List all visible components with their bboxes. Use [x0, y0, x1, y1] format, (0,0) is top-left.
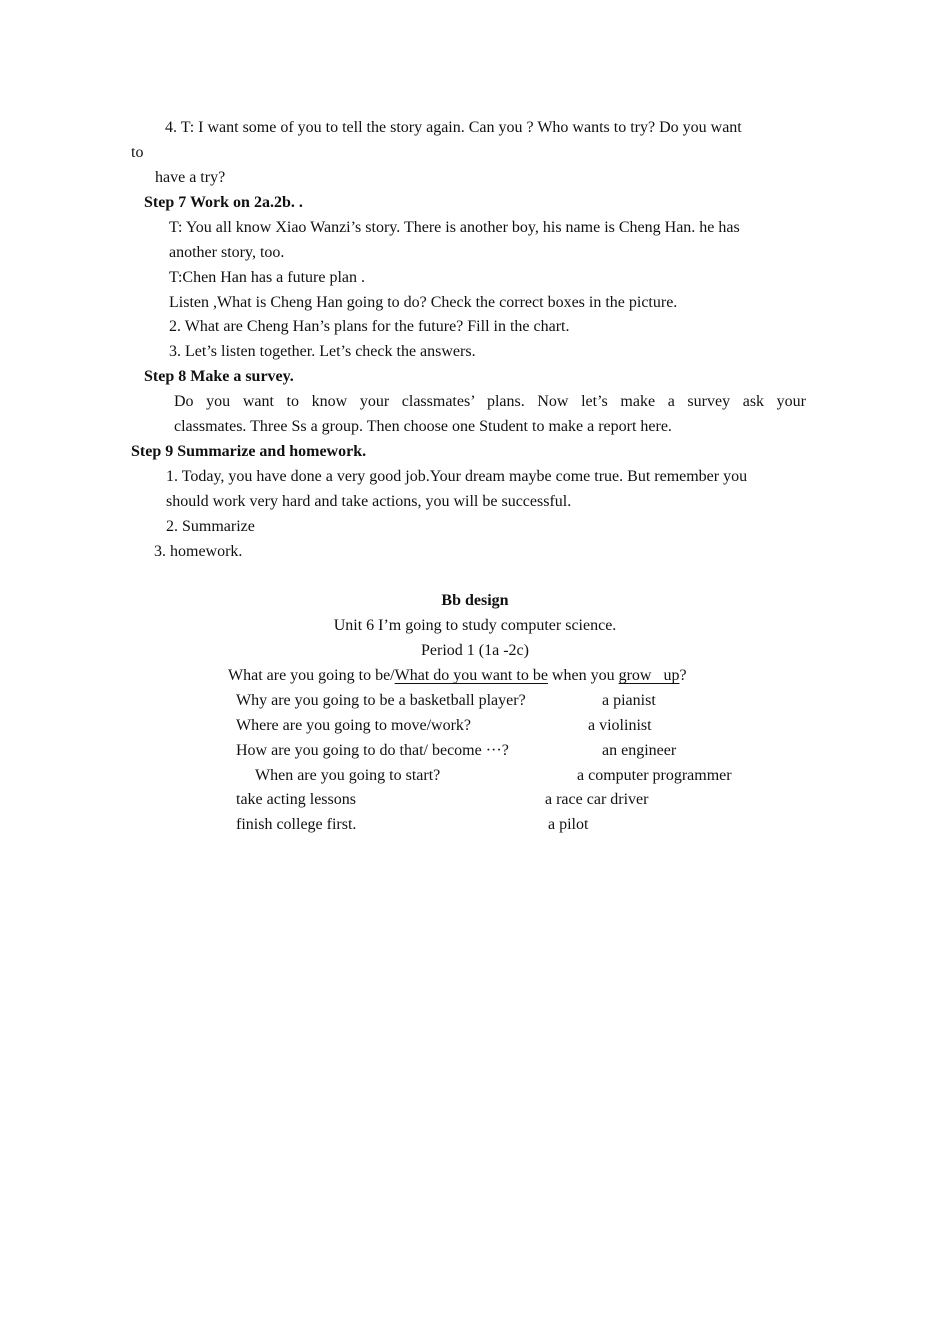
step9-heading: Step 9 Summarize and homework. — [131, 443, 367, 460]
board-right-item: a pilot — [548, 816, 589, 833]
step8-line2: classmates. Three Ss a group. Then choose one Student to make a report here. — [174, 418, 672, 435]
step7-line1: T: You all know Xiao Wanzi’s story. There is another boy, his name is Cheng Han. he has — [169, 219, 740, 236]
question-underlined-phrase: What do you want to be — [394, 667, 548, 684]
board-left-item: How are you going to do that/ become ···? — [236, 742, 509, 759]
step9-line4: 3. homework. — [154, 543, 243, 560]
board-right-item: a race car driver — [545, 791, 649, 808]
step8-line1: Do you want to know your classmates’ plans. Now let’s make a survey ask your — [174, 393, 806, 410]
board-right-item: a pianist — [602, 692, 656, 709]
question-part3: when you — [547, 667, 619, 684]
step9-line2: should work very hard and take actions, you will be successful. — [166, 493, 572, 510]
period-label: Period 1 (1a -2c) — [421, 642, 529, 659]
step7-line4: Listen ,What is Cheng Han going to do? Check the correct boxes in the picture. — [169, 294, 678, 311]
step9-line3: 2. Summarize — [166, 518, 255, 535]
item4-line1: 4. T: I want some of you to tell the story again. Can you ? Who wants to try? Do you want — [165, 119, 742, 136]
step9-line1: 1. Today, you have done a very good job.Your dream maybe come true. But remember you — [166, 468, 748, 485]
board-left-item: finish college first. — [236, 816, 357, 833]
question-part5: ? — [679, 667, 687, 684]
step7-line3: T:Chen Han has a future plan . — [169, 269, 366, 286]
board-left-item: Where are you going to move/work? — [236, 717, 472, 734]
question-underlined-grow-up: grow up — [618, 667, 680, 684]
board-left-item: Why are you going to be a basketball player? — [236, 692, 526, 709]
board-left-item: When are you going to start? — [255, 767, 441, 784]
step7-line2: another story, too. — [169, 244, 285, 261]
step7-heading: Step 7 Work on 2a.2b. . — [144, 194, 303, 211]
question-part1: What are you going to be/ — [228, 667, 395, 684]
item4-line3: have a try? — [155, 169, 226, 186]
step7-line6: 3. Let’s listen together. Let’s check the answers. — [169, 343, 476, 360]
step7-line5: 2. What are Cheng Han’s plans for the future? Fill in the chart. — [169, 318, 570, 335]
board-question — [228, 663, 687, 688]
board-right-item: a computer programmer — [577, 767, 732, 784]
unit-title: Unit 6 I’m going to study computer science. — [333, 617, 617, 634]
bb-design-heading: Bb design — [441, 592, 509, 609]
board-right-item: an engineer — [602, 742, 677, 759]
board-left-item: take acting lessons — [236, 791, 356, 808]
step8-heading: Step 8 Make a survey. — [144, 368, 294, 385]
item4-line2: to — [131, 144, 144, 161]
board-right-item: a violinist — [588, 717, 652, 734]
